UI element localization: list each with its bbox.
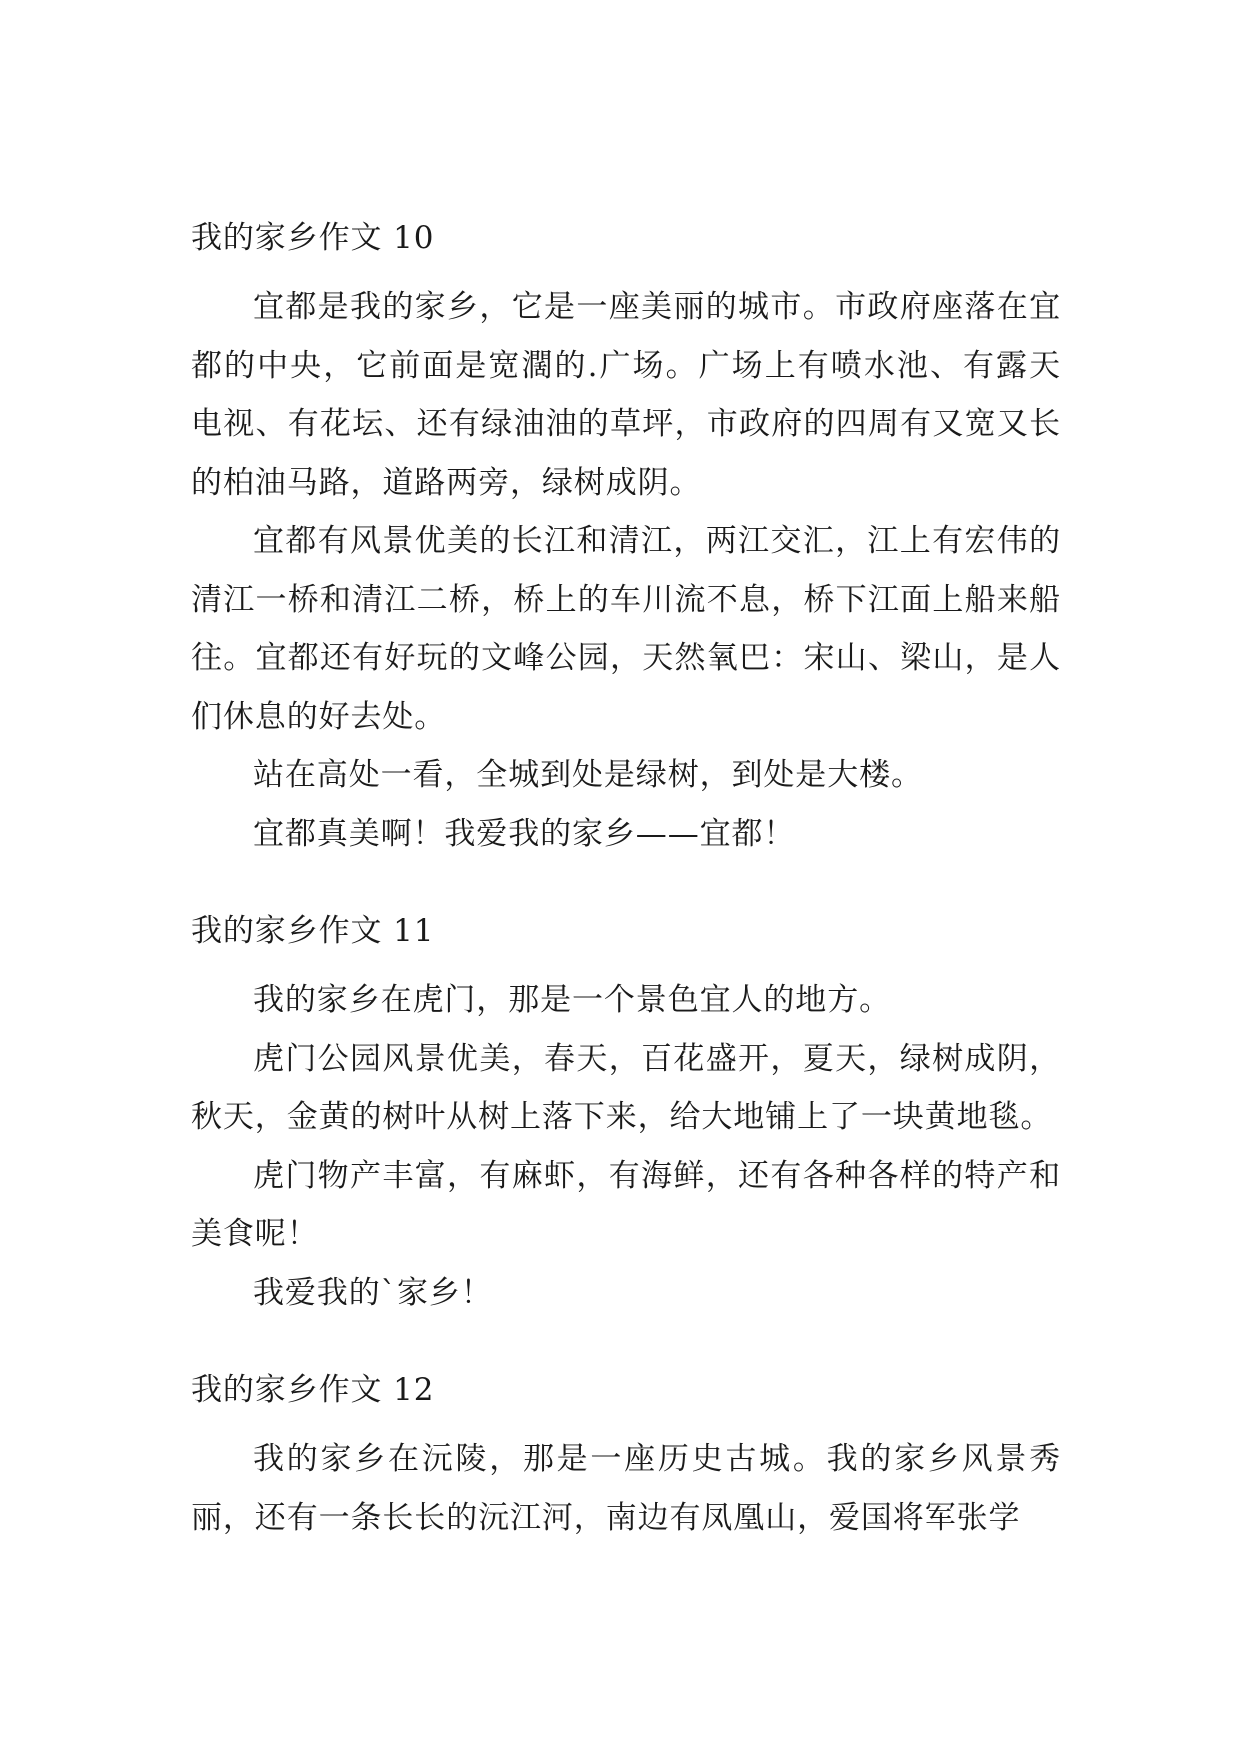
paragraph: 我的家乡在虎门，那是一个景色宜人的地方。 bbox=[253, 982, 891, 1018]
paragraph: 宜都是我的家乡，它是一座美丽的城市。市政府座落在宜都的中央，它前面是宽濶的.广场。广场上有喷水池、有露天电视、有花坛、还有绿油油的草坪，市政府的四周有又宽又长的柏油马路，道路两旁，绿树成阴。 bbox=[191, 289, 1061, 501]
section-title: 我的家乡作文 10 bbox=[191, 220, 435, 256]
paragraph: 虎门公园风景优美，春天，百花盛开，夏天，绿树成阴，秋天，金黄的树叶从树上落下来，给大地铺上了一块黄地毯。 bbox=[191, 1040, 1061, 1135]
section-title: 我的家乡作文 11 bbox=[191, 913, 435, 949]
paragraph: 宜都有风景优美的长江和清江，两江交汇，江上有宏伟的清江一桥和清江二桥，桥上的车川流不息，桥下江面上船来船往。宜都还有好玩的文峰公园，天然氧巴：宋山、梁山，是人们休息的好去处。 bbox=[191, 523, 1061, 735]
paragraph: 我的家乡在沅陵，那是一座历史古城。我的家乡风景秀丽，还有一条长长的沅江河，南边有凤凰山，爱国将军张学 bbox=[191, 1441, 1061, 1536]
essay-section-12 bbox=[191, 1370, 1061, 1547]
paragraph: 宜都真美啊！我爱我的家乡——宜都！ bbox=[253, 815, 796, 852]
paragraph: 虎门物产丰富，有麻虾，有海鲜，还有各种各样的特产和美食呢！ bbox=[191, 1157, 1061, 1252]
essay-section-10 bbox=[191, 218, 1061, 863]
document-body bbox=[191, 218, 1061, 1547]
paragraph: 我爱我的`家乡！ bbox=[253, 1274, 493, 1311]
essay-section-11 bbox=[191, 911, 1061, 1322]
section-title: 我的家乡作文 12 bbox=[191, 1372, 435, 1408]
paragraph: 站在高处一看，全城到处是绿树，到处是大楼。 bbox=[253, 757, 923, 793]
